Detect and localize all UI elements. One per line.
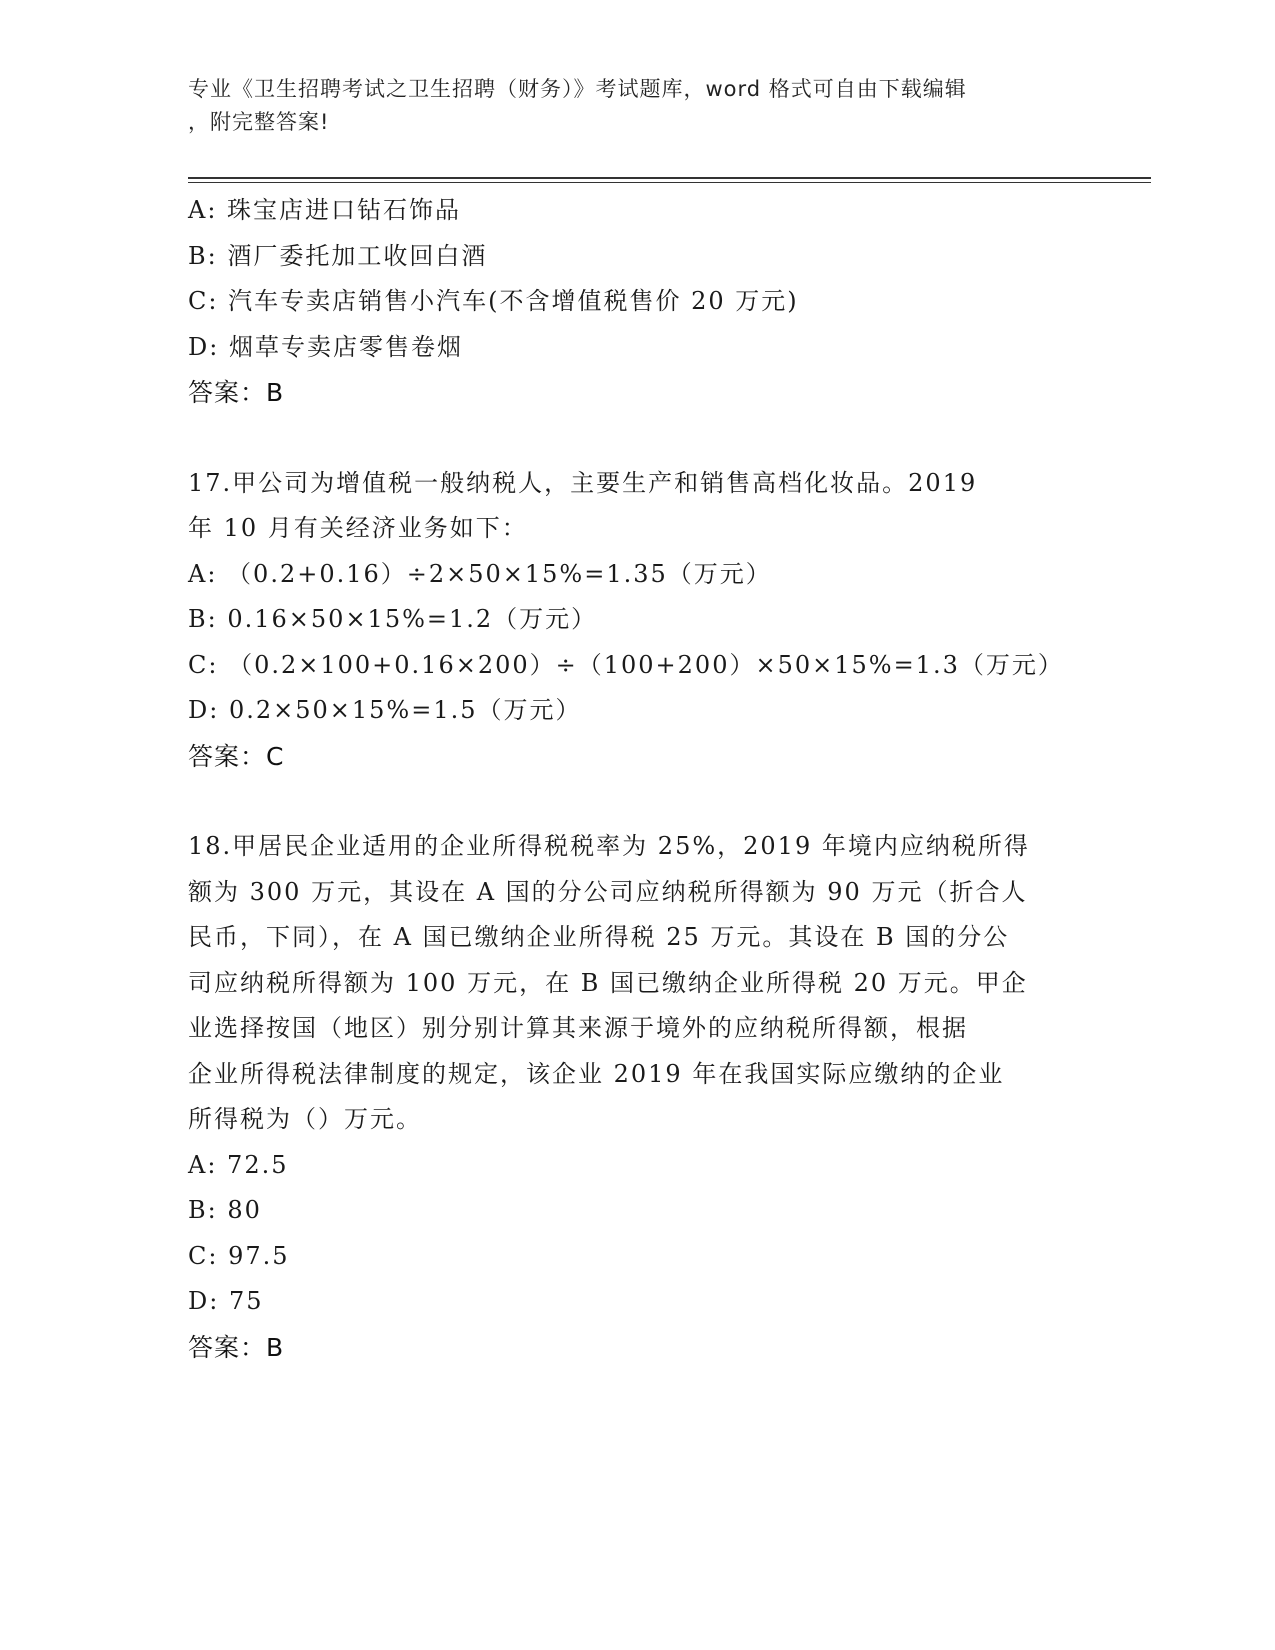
question-stem-line: 业选择按国（地区）别分别计算其来源于境外的应纳税所得额，根据 [188, 1014, 968, 1042]
option-c: C: 汽车专卖店销售小汽车(不含增值税售价 20 万元) [188, 287, 799, 315]
question-stem-line: 所得税为（）万元。 [188, 1105, 422, 1133]
spacer [188, 416, 1088, 461]
question-stem-line: 18.甲居民企业适用的企业所得税税率为 25%，2019 年境内应纳税所得 [188, 832, 1030, 860]
question-stem-line: 民币，下同），在 A 国已缴纳企业所得税 25 万元。其设在 B 国的分公 [188, 923, 1010, 951]
question-stem-line: 额为 300 万元，其设在 A 国的分公司应纳税所得额为 90 万元（折合人 [188, 877, 1028, 906]
header-line-2: ，附完整答案! [188, 110, 330, 134]
option-b: B: 0.16×50×15%=1.2（万元） [188, 605, 598, 633]
option-d: D: 75 [188, 1287, 264, 1315]
answer-line: 答案：B [188, 1332, 285, 1362]
question-16 [188, 188, 1088, 416]
question-stem-line: 年 10 月有关经济业务如下： [188, 514, 528, 542]
option-c: C: 97.5 [188, 1241, 290, 1270]
header-divider-thick [188, 177, 1151, 179]
option-c: C: （0.2×100+0.16×200）÷（100+200）×50×15%=1.3（万元） [188, 650, 1064, 679]
question-content [188, 188, 1088, 1370]
header-line-1: 专业《卫生招聘考试之卫生招聘（财务）》考试题库，word 格式可自由下载编辑 [188, 77, 967, 101]
option-b: B: 酒厂委托加工收回白酒 [188, 241, 488, 270]
answer-line: 答案：B [188, 378, 285, 407]
option-a: A: （0.2+0.16）÷2×50×15%=1.35（万元） [188, 559, 772, 588]
option-d: D: 0.2×50×15%=1.5（万元） [188, 696, 582, 724]
option-a: A: 珠宝店进口钻石饰品 [188, 196, 462, 224]
option-b: B: 80 [188, 1196, 262, 1224]
spacer [188, 779, 1088, 824]
header-divider-thin [188, 182, 1151, 183]
question-stem-line: 司应纳税所得额为 100 万元，在 B 国已缴纳企业所得税 20 万元。甲企 [188, 968, 1028, 997]
option-d: D: 烟草专卖店零售卷烟 [188, 332, 463, 361]
question-stem-line: 17.甲公司为增值税一般纳税人，主要生产和销售高档化妆品。2019 [188, 468, 978, 497]
option-a: A: 72.5 [188, 1150, 289, 1179]
question-18 [188, 824, 1088, 1370]
document-header [188, 73, 1068, 139]
question-stem-line: 企业所得税法律制度的规定，该企业 2019 年在我国实际应缴纳的企业 [188, 1059, 1005, 1088]
question-17 [188, 461, 1088, 780]
answer-line: 答案：C [188, 741, 285, 771]
